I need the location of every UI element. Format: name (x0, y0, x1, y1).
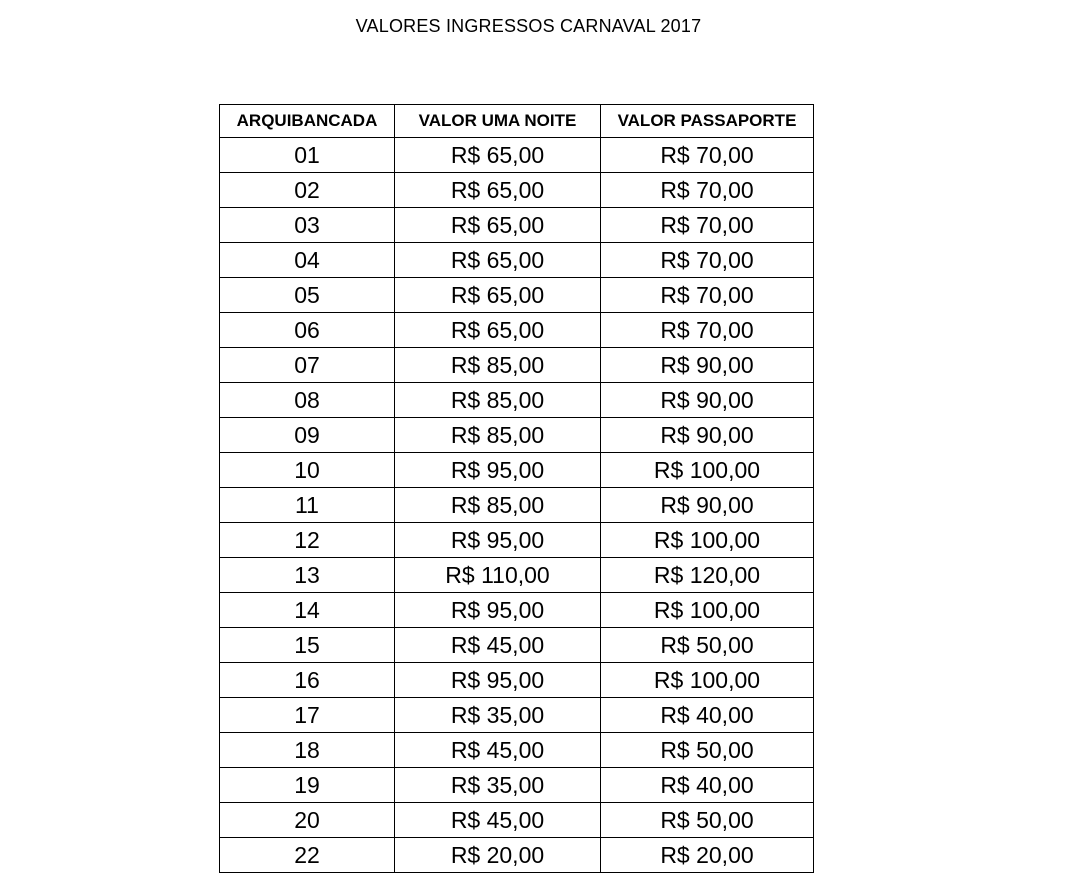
table-row (220, 628, 814, 663)
cell-arquibancada: 19 (220, 768, 395, 803)
table-row (220, 173, 814, 208)
cell-valor-uma-noite: R$ 95,00 (395, 593, 601, 628)
cell-arquibancada: 07 (220, 348, 395, 383)
cell-valor-uma-noite: R$ 45,00 (395, 803, 601, 838)
cell-valor-passaporte: R$ 40,00 (601, 768, 814, 803)
cell-valor-passaporte: R$ 90,00 (601, 418, 814, 453)
table-row (220, 278, 814, 313)
cell-arquibancada: 15 (220, 628, 395, 663)
cell-valor-uma-noite: R$ 65,00 (395, 313, 601, 348)
cell-valor-passaporte: R$ 70,00 (601, 243, 814, 278)
cell-valor-passaporte: R$ 40,00 (601, 698, 814, 733)
cell-valor-passaporte: R$ 50,00 (601, 803, 814, 838)
cell-arquibancada: 06 (220, 313, 395, 348)
cell-arquibancada: 10 (220, 453, 395, 488)
table-header (220, 105, 814, 138)
table-row (220, 488, 814, 523)
table-row (220, 768, 814, 803)
cell-arquibancada: 11 (220, 488, 395, 523)
cell-valor-uma-noite: R$ 65,00 (395, 243, 601, 278)
cell-valor-uma-noite: R$ 85,00 (395, 418, 601, 453)
cell-valor-uma-noite: R$ 20,00 (395, 838, 601, 873)
cell-valor-passaporte: R$ 100,00 (601, 593, 814, 628)
cell-valor-uma-noite: R$ 95,00 (395, 453, 601, 488)
cell-valor-passaporte: R$ 70,00 (601, 313, 814, 348)
cell-valor-passaporte: R$ 100,00 (601, 663, 814, 698)
cell-valor-passaporte: R$ 70,00 (601, 278, 814, 313)
cell-valor-uma-noite: R$ 45,00 (395, 733, 601, 768)
table-row (220, 663, 814, 698)
cell-valor-passaporte: R$ 90,00 (601, 383, 814, 418)
cell-arquibancada: 09 (220, 418, 395, 453)
table-row (220, 698, 814, 733)
table-row (220, 348, 814, 383)
cell-valor-passaporte: R$ 90,00 (601, 348, 814, 383)
cell-valor-passaporte: R$ 50,00 (601, 628, 814, 663)
cell-valor-passaporte: R$ 120,00 (601, 558, 814, 593)
cell-arquibancada: 17 (220, 698, 395, 733)
table-body (220, 138, 814, 873)
cell-valor-uma-noite: R$ 35,00 (395, 768, 601, 803)
header-row (220, 105, 814, 138)
cell-valor-uma-noite: R$ 85,00 (395, 348, 601, 383)
cell-valor-uma-noite: R$ 65,00 (395, 173, 601, 208)
cell-arquibancada: 22 (220, 838, 395, 873)
table-row (220, 243, 814, 278)
table-row (220, 523, 814, 558)
cell-arquibancada: 01 (220, 138, 395, 173)
cell-valor-uma-noite: R$ 35,00 (395, 698, 601, 733)
cell-valor-passaporte: R$ 90,00 (601, 488, 814, 523)
cell-valor-passaporte: R$ 20,00 (601, 838, 814, 873)
cell-valor-passaporte: R$ 100,00 (601, 453, 814, 488)
document-title: VALORES INGRESSOS CARNAVAL 2017 (355, 16, 702, 36)
cell-arquibancada: 02 (220, 173, 395, 208)
cell-arquibancada: 12 (220, 523, 395, 558)
table-row (220, 138, 814, 173)
cell-arquibancada: 13 (220, 558, 395, 593)
table-row (220, 838, 814, 873)
cell-arquibancada: 16 (220, 663, 395, 698)
ticket-price-table (219, 104, 814, 873)
table-row (220, 208, 814, 243)
cell-valor-uma-noite: R$ 95,00 (395, 523, 601, 558)
cell-arquibancada: 18 (220, 733, 395, 768)
table-row (220, 803, 814, 838)
cell-valor-uma-noite: R$ 65,00 (395, 278, 601, 313)
table-row (220, 593, 814, 628)
cell-arquibancada: 20 (220, 803, 395, 838)
cell-valor-passaporte: R$ 70,00 (601, 208, 814, 243)
header-valor-uma-noite: VALOR UMA NOITE (395, 105, 601, 138)
cell-valor-uma-noite: R$ 85,00 (395, 488, 601, 523)
cell-arquibancada: 08 (220, 383, 395, 418)
header-arquibancada: ARQUIBANCADA (220, 105, 395, 138)
header-valor-passaporte: VALOR PASSAPORTE (601, 105, 814, 138)
cell-arquibancada: 14 (220, 593, 395, 628)
cell-valor-passaporte: R$ 100,00 (601, 523, 814, 558)
cell-valor-uma-noite: R$ 45,00 (395, 628, 601, 663)
table-row (220, 733, 814, 768)
table-row (220, 418, 814, 453)
cell-arquibancada: 03 (220, 208, 395, 243)
cell-arquibancada: 05 (220, 278, 395, 313)
table-row (220, 558, 814, 593)
table-row (220, 383, 814, 418)
cell-valor-passaporte: R$ 70,00 (601, 173, 814, 208)
table-row (220, 453, 814, 488)
table-row (220, 313, 814, 348)
cell-valor-uma-noite: R$ 110,00 (395, 558, 601, 593)
cell-valor-uma-noite: R$ 85,00 (395, 383, 601, 418)
cell-valor-passaporte: R$ 70,00 (601, 138, 814, 173)
cell-valor-passaporte: R$ 50,00 (601, 733, 814, 768)
cell-valor-uma-noite: R$ 65,00 (395, 138, 601, 173)
cell-valor-uma-noite: R$ 95,00 (395, 663, 601, 698)
cell-valor-uma-noite: R$ 65,00 (395, 208, 601, 243)
cell-arquibancada: 04 (220, 243, 395, 278)
